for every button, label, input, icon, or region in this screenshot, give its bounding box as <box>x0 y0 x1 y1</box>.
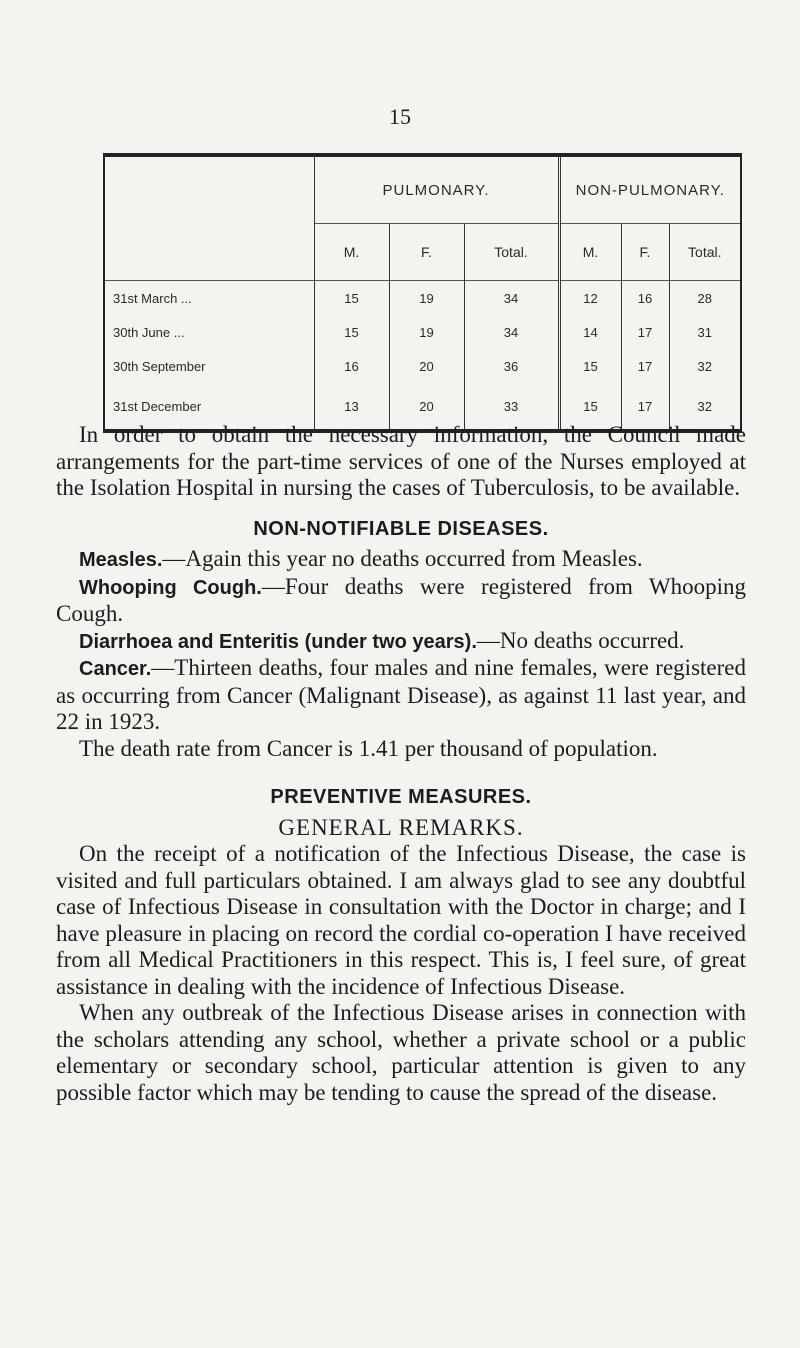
table-cell: 15 <box>559 383 621 431</box>
heading-non-notifiable: NON-NOTIFIABLE DISEASES. <box>253 517 549 540</box>
cancer-label: Cancer. <box>79 658 152 680</box>
subheader-pulm-m: M. <box>314 224 389 281</box>
cancer-paragraph <box>56 655 746 736</box>
table-cell: 17 <box>621 383 669 431</box>
table-cell: 32 <box>669 383 741 431</box>
table-cell: 16 <box>314 349 389 383</box>
table-cell: 15 <box>314 315 389 349</box>
table-cell: 17 <box>621 349 669 383</box>
table-cell: 13 <box>314 383 389 431</box>
whooping-paragraph <box>56 574 746 628</box>
table-cell: 16 <box>621 281 669 316</box>
table-cell: 15 <box>314 281 389 316</box>
diarrhoea-text: —No deaths occurred. <box>476 627 685 653</box>
table-cell: 12 <box>559 281 621 316</box>
measles-text: —Again this year no deaths occurred from Measles. <box>162 546 643 571</box>
heading-general-remarks: GENERAL REMARKS. <box>278 814 524 840</box>
table-cell: 20 <box>389 383 464 431</box>
subheader-nonpulm-total: Total. <box>669 224 741 281</box>
table-corner <box>104 155 314 224</box>
table-row <box>104 281 741 316</box>
table-cell: 19 <box>389 315 464 349</box>
table-cell: 14 <box>559 315 621 349</box>
header-pulmonary: PULMONARY. <box>314 155 559 224</box>
header-non-pulmonary: NON-PULMONARY. <box>559 155 741 224</box>
measles-label: Measles. <box>79 549 163 571</box>
table-cell: 31 <box>669 315 741 349</box>
table-cell: 15 <box>559 349 621 383</box>
table-cell: 32 <box>669 349 741 383</box>
measles-paragraph <box>56 546 746 574</box>
heading-preventive: PREVENTIVE MEASURES. <box>270 786 532 808</box>
cancer-rate-paragraph: The death rate from Cancer is 1.41 per thousand of population. <box>79 735 658 761</box>
page-number: 15 <box>389 104 411 129</box>
table-cell: 34 <box>464 281 559 316</box>
table-corner-sub <box>104 224 314 281</box>
table-cell: 34 <box>464 315 559 349</box>
body-text <box>56 422 746 1106</box>
subheader-pulm-total: Total. <box>464 224 559 281</box>
diarrhoea-paragraph <box>56 628 746 656</box>
table-cell: 36 <box>464 349 559 383</box>
table-cell: 33 <box>464 383 559 431</box>
table-cell: 17 <box>621 315 669 349</box>
general-paragraph-1: On the receipt of a notification of the Infectious Disease, the case is visited and full particulars obtained. I am always glad to see any doubtful case of Infectious Disease in consultation with the Doctor in charge; and I have pleasure in placing on record the cordial co-operation I have received from all Medical Practitioners in this respect. This is, I feel sure, of great assistance in dealing with the incidence of Infectious Disease. <box>56 841 746 999</box>
cancer-text: —Thirteen deaths, four males and nine females, were registered as occurring from Cancer (Malignant Disease), as against 11 last year, and 22 in 1923. <box>56 655 746 734</box>
row-label: 31st December <box>113 398 202 414</box>
table-row <box>104 315 741 349</box>
row-label: 30th September <box>113 358 206 374</box>
table-cell: 28 <box>669 281 741 316</box>
intro-paragraph: In order to obtain the necessary information, the Council made arrangements for the part-time services of one of the Nurses employed at the Isolation Hospital in nursing the cases of Tuberculosis, to be available. <box>56 422 746 500</box>
row-label: 31st March ... <box>104 281 314 316</box>
table-cell: 19 <box>389 281 464 316</box>
diarrhoea-label: Diarrhoea and Enteritis (under two years). <box>79 630 477 653</box>
whooping-text: —Four deaths were registered from Whooping Cough. <box>56 573 746 626</box>
subheader-pulm-f: F. <box>389 224 464 281</box>
whooping-label: Whooping Cough. <box>79 576 262 599</box>
row-label: 30th June ... <box>113 324 185 340</box>
table-row <box>104 349 741 383</box>
table-cell: 20 <box>389 349 464 383</box>
subheader-nonpulm-f: F. <box>621 224 669 281</box>
subheader-nonpulm-m: M. <box>559 224 621 281</box>
general-paragraph-2: When any outbreak of the Infectious Disease arises in connection with the scholars attending any school, whether a private school or a public elementary or secondary school, particular attention is given to any possible factor which may be tending to cause the spread of the disease. <box>56 1000 746 1105</box>
tuberculosis-table <box>103 153 742 433</box>
